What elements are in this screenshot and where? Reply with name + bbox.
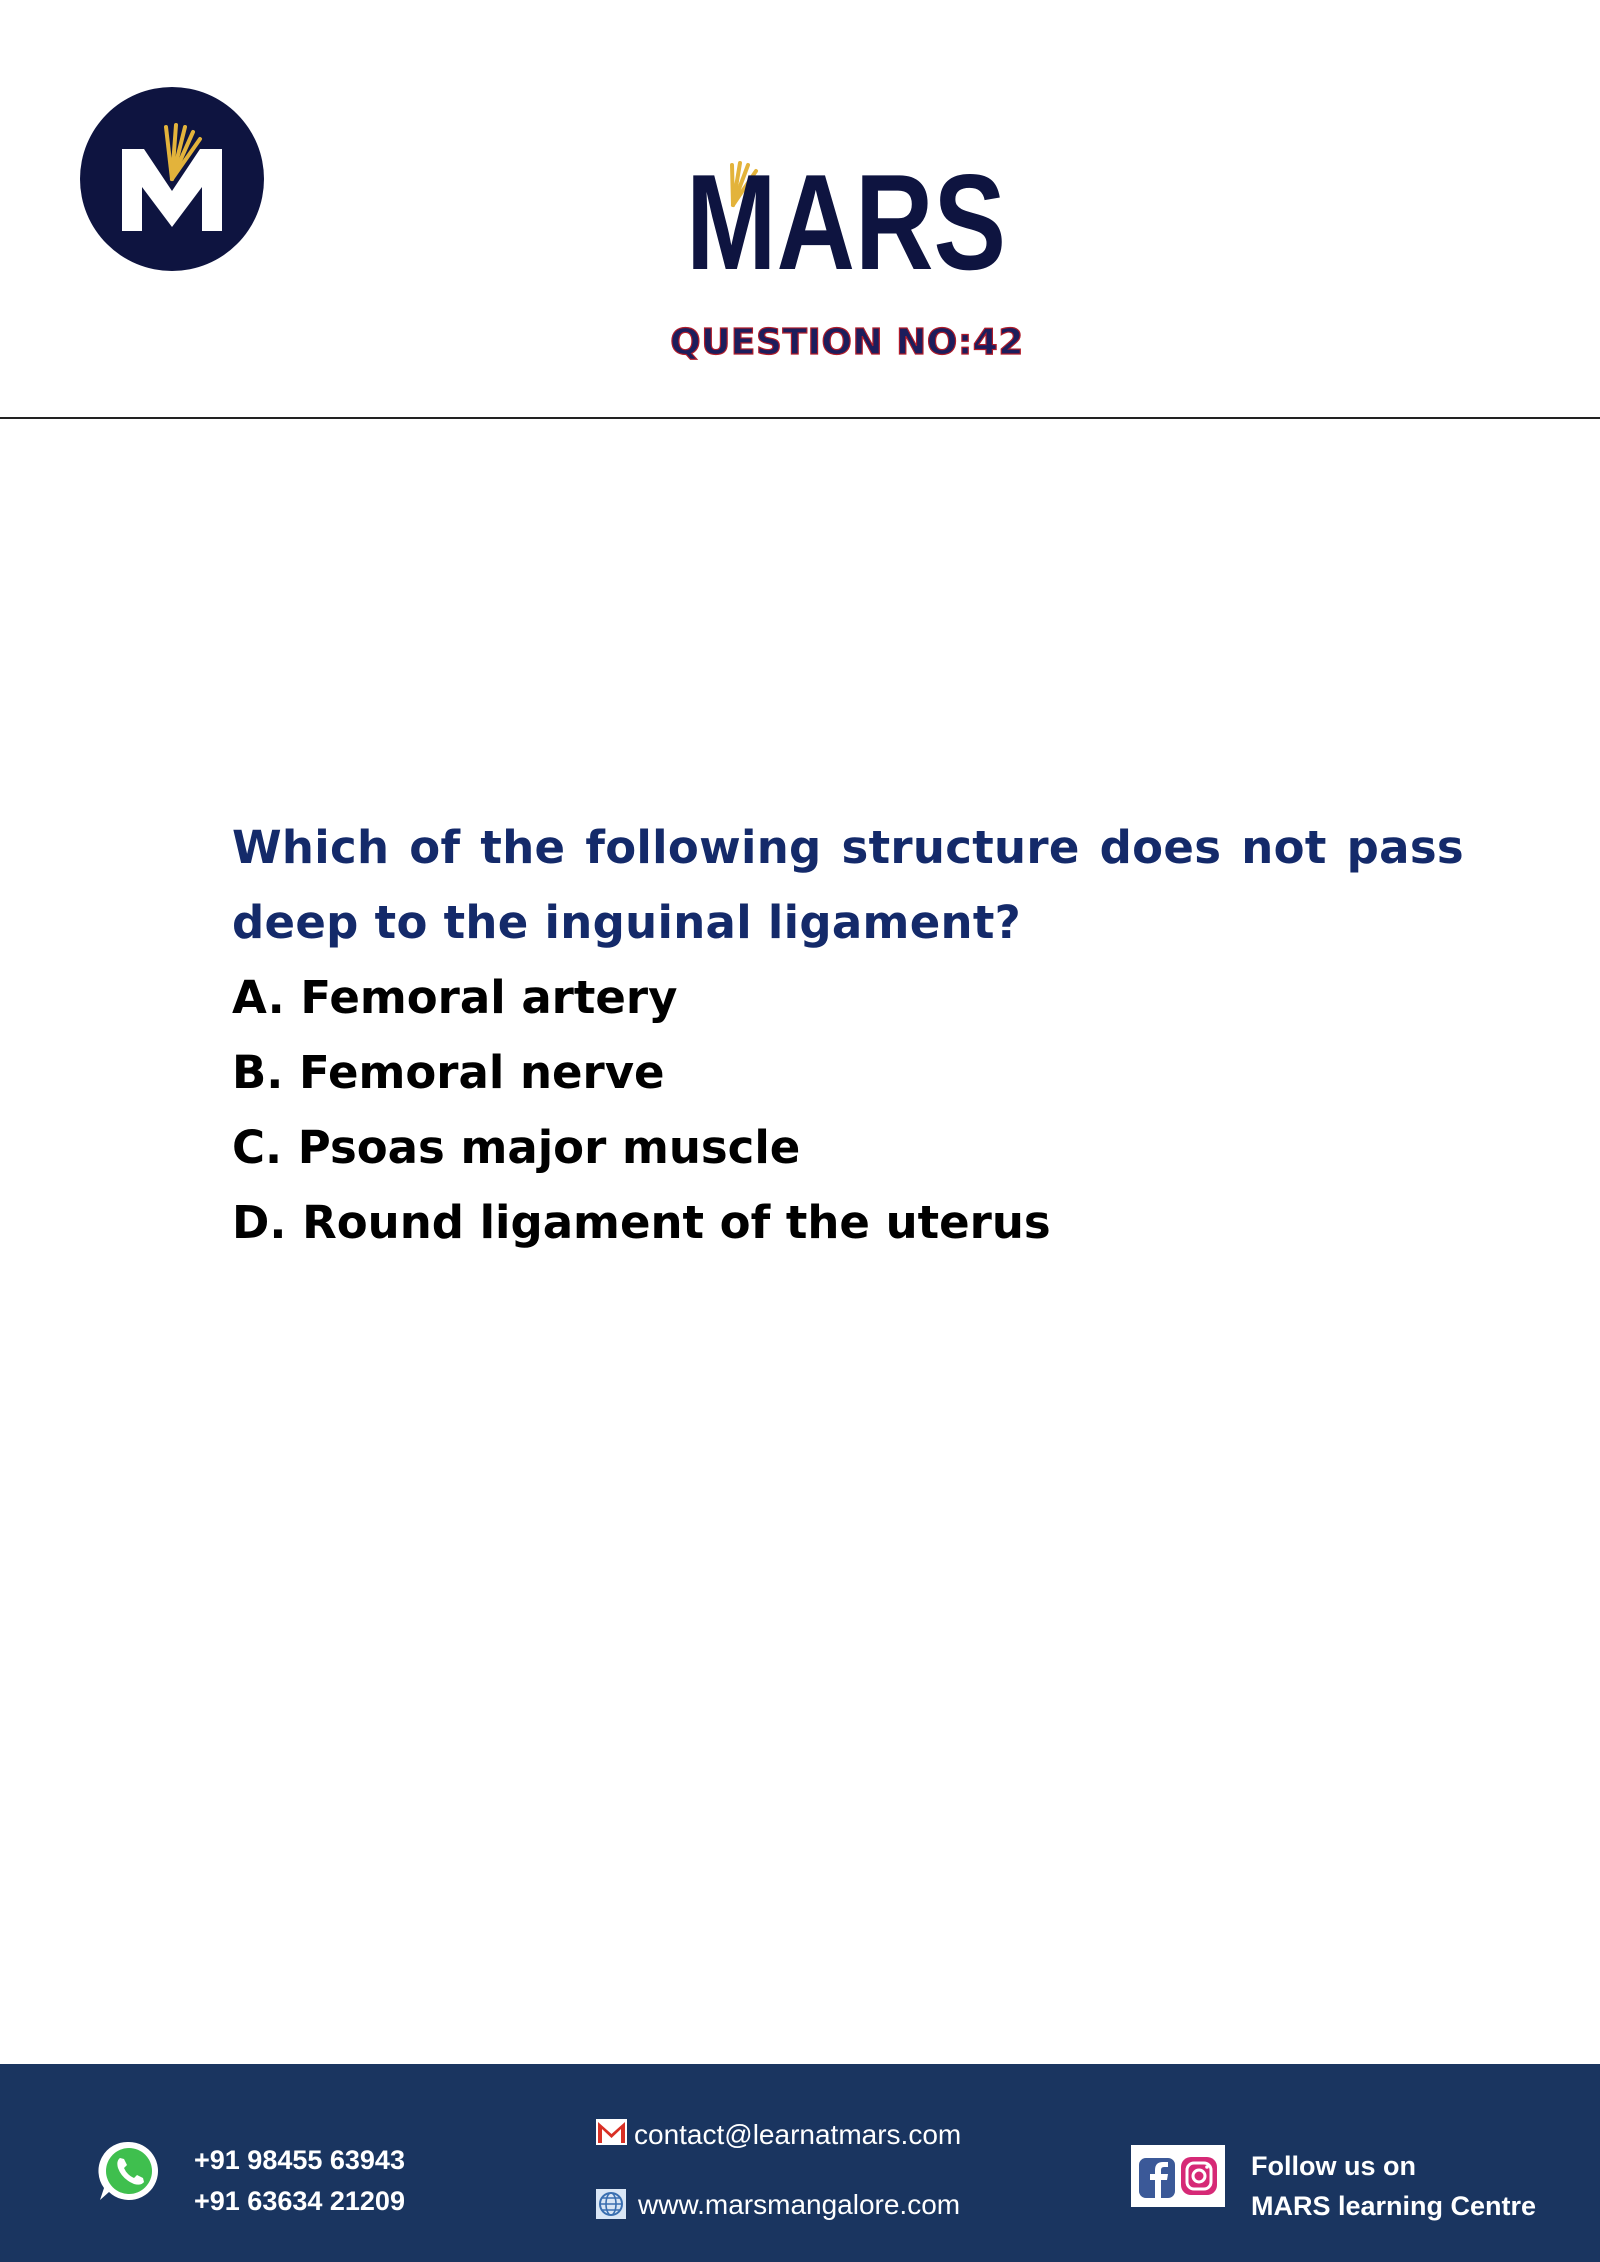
globe-icon xyxy=(596,2189,626,2219)
footer xyxy=(0,2064,1600,2262)
round-logo xyxy=(80,87,264,271)
social-icons xyxy=(1131,2145,1225,2207)
option-d: D. Round ligament of the uterus xyxy=(232,1196,1051,1249)
social-follow-text xyxy=(1251,2146,1536,2226)
question-block xyxy=(232,810,1464,1260)
option-b: B. Femoral nerve xyxy=(232,1046,665,1099)
phone-number-2[interactable]: +91 63634 21209 xyxy=(194,2186,405,2216)
email-link[interactable]: contact@learnatmars.com xyxy=(634,2119,962,2150)
brand-name: MARS xyxy=(686,146,1006,298)
round-logo-mark-icon xyxy=(80,87,264,271)
instagram-icon[interactable] xyxy=(1181,2157,1217,2195)
mail-icon xyxy=(596,2119,627,2145)
question-text: Which of the following structure does not pass deep to the inguinal ligament? xyxy=(232,821,1464,949)
website-link[interactable]: www.marsmangalore.com xyxy=(638,2189,961,2220)
phone-numbers xyxy=(194,2140,405,2222)
question-number: QUESTION NO:42 xyxy=(670,322,1024,363)
phone-number-1[interactable]: +91 98455 63943 xyxy=(194,2145,405,2175)
social-account-name[interactable]: MARS learning Centre xyxy=(1251,2191,1537,2221)
option-c: C. Psoas major muscle xyxy=(232,1121,801,1174)
header-divider xyxy=(0,417,1600,419)
brand-wordmark xyxy=(686,146,1006,298)
whatsapp-icon xyxy=(95,2137,163,2205)
brand-logo xyxy=(686,146,1006,298)
option-a: A. Femoral artery xyxy=(232,971,678,1024)
facebook-icon[interactable] xyxy=(1139,2158,1175,2198)
follow-label: Follow us on xyxy=(1251,2151,1416,2181)
